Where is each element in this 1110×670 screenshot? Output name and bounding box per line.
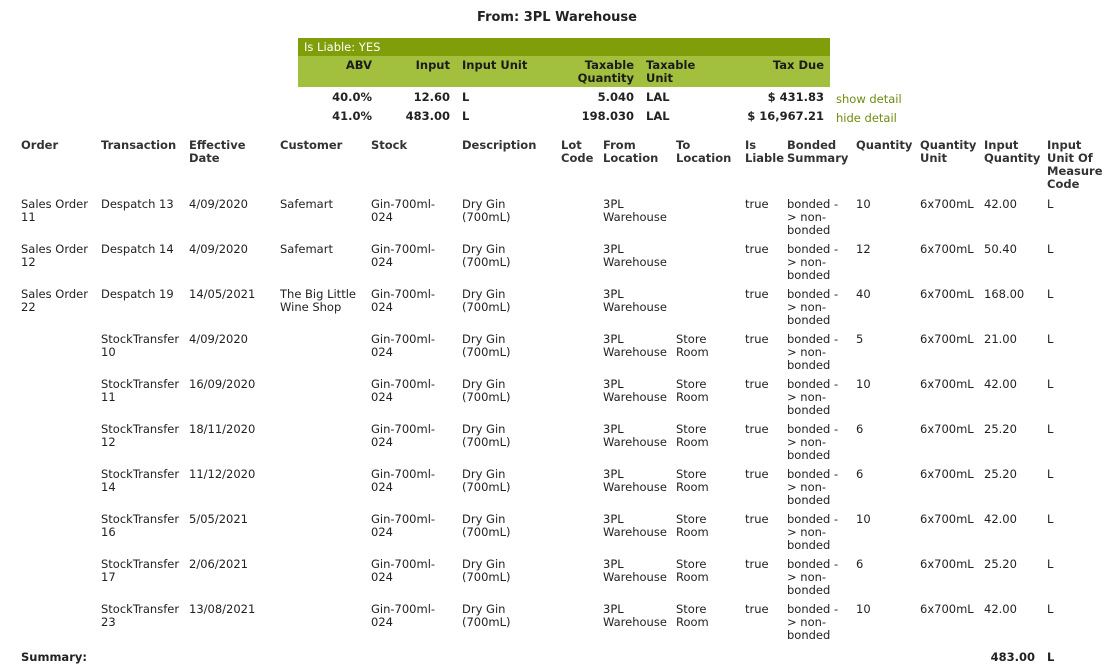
- to-location-link[interactable]: Store Room: [676, 377, 709, 404]
- quantity-unit-cell: 6x700mL: [920, 287, 974, 301]
- col-input: Input: [378, 56, 456, 87]
- quantity-unit-cell: 6x700mL: [920, 242, 974, 256]
- customer-link: [274, 333, 365, 378]
- input-unit-value: L: [462, 89, 470, 104]
- hide-detail-link[interactable]: hide detail: [836, 111, 897, 125]
- effective-date-cell: 5/05/2021: [189, 512, 248, 526]
- col-taxable-unit: Taxable Unit: [640, 56, 732, 87]
- quantity-unit-cell: 6x700mL: [920, 332, 974, 346]
- customer-link: [274, 468, 365, 513]
- description-cell: Dry Gin (700mL): [462, 287, 511, 314]
- quantity-unit-cell: 6x700mL: [920, 557, 974, 571]
- bonded-summary-cell: bonded -> non-bonded: [787, 422, 839, 462]
- quantity-cell: 5: [856, 332, 864, 346]
- from-location-link[interactable]: 3PL Warehouse: [603, 422, 667, 449]
- table-row: [15, 468, 1105, 513]
- to-location-link: [670, 198, 739, 243]
- summary-label: Summary:: [21, 650, 87, 664]
- lot-code-cell: [555, 243, 597, 288]
- transaction-link[interactable]: StockTransfer 17: [101, 557, 180, 584]
- to-location-link[interactable]: Store Room: [676, 332, 709, 359]
- stock-link[interactable]: Gin-700ml-024: [371, 512, 436, 539]
- table-row: [15, 333, 1105, 378]
- quantity-cell: 40: [856, 287, 871, 301]
- lot-code-cell: [555, 333, 597, 378]
- to-location-link[interactable]: Store Room: [676, 512, 709, 539]
- input-quantity-cell: 42.00: [984, 377, 1017, 391]
- show-detail-link[interactable]: show detail: [836, 92, 902, 106]
- order-link: [15, 423, 95, 468]
- input-quantity-cell: 168.00: [984, 287, 1025, 301]
- is-liable-cell: true: [745, 242, 769, 256]
- order-link: [15, 333, 95, 378]
- description-cell: Dry Gin (700mL): [462, 557, 511, 584]
- liability-header-row: [298, 38, 830, 56]
- taxable-quantity-value: 5.040: [597, 89, 634, 104]
- bonded-summary-cell: bonded -> non-bonded: [787, 287, 839, 327]
- effective-date-cell: 11/12/2020: [189, 467, 256, 481]
- quantity-unit-cell: 6x700mL: [920, 602, 974, 616]
- transaction-link[interactable]: StockTransfer 11: [101, 377, 180, 404]
- lot-code-cell: [555, 513, 597, 558]
- is-liable-cell: true: [745, 602, 769, 616]
- description-cell: Dry Gin (700mL): [462, 512, 511, 539]
- effective-date-cell: 13/08/2021: [189, 602, 256, 616]
- from-location-link[interactable]: 3PL Warehouse: [603, 602, 667, 629]
- quantity-cell: 10: [856, 602, 871, 616]
- abv-value: 40.0%: [332, 89, 372, 104]
- to-location-link[interactable]: Store Room: [676, 557, 709, 584]
- taxable-unit-value: LAL: [646, 108, 670, 123]
- col-tax-due: Tax Due: [732, 56, 830, 87]
- from-location-link[interactable]: 3PL Warehouse: [603, 377, 667, 404]
- is-liable-cell: true: [745, 557, 769, 571]
- bonded-summary-cell: bonded -> non-bonded: [787, 557, 839, 597]
- quantity-cell: 12: [856, 242, 871, 256]
- customer-link[interactable]: The Big Little Wine Shop: [280, 287, 356, 314]
- stock-link[interactable]: Gin-700ml-024: [371, 422, 436, 449]
- table-row: [15, 198, 1105, 243]
- input-quantity-cell: 42.00: [984, 197, 1017, 211]
- is-liable-cell: true: [745, 197, 769, 211]
- order-link[interactable]: Sales Order 22: [21, 287, 88, 314]
- table-row: [15, 558, 1105, 603]
- input-uom-cell: L: [1047, 242, 1054, 256]
- bonded-summary-cell: bonded -> non-bonded: [787, 242, 839, 282]
- input-quantity-cell: 25.20: [984, 557, 1017, 571]
- lot-code-cell: [555, 423, 597, 468]
- customer-link[interactable]: Safemart: [280, 197, 333, 211]
- stock-link[interactable]: Gin-700ml-024: [371, 377, 436, 404]
- input-quantity-cell: 42.00: [984, 512, 1017, 526]
- bonded-summary-cell: bonded -> non-bonded: [787, 467, 839, 507]
- effective-date-cell: 4/09/2020: [189, 197, 248, 211]
- input-quantity-cell: 25.20: [984, 422, 1017, 436]
- input-uom-cell: L: [1047, 197, 1054, 211]
- table-row: [15, 288, 1105, 333]
- col-input-quantity[interactable]: Input Quantity: [984, 138, 1041, 165]
- to-location-link[interactable]: Store Room: [676, 602, 709, 629]
- lot-code-cell: [555, 198, 597, 243]
- from-location-link[interactable]: 3PL Warehouse: [603, 512, 667, 539]
- col-description[interactable]: Description: [462, 138, 537, 152]
- quantity-cell: 6: [856, 557, 864, 571]
- from-location-link[interactable]: 3PL Warehouse: [603, 242, 667, 269]
- input-unit-value: L: [462, 108, 470, 123]
- taxable-quantity-value: 198.030: [581, 108, 634, 123]
- is-liable-cell: true: [745, 512, 769, 526]
- is-liable-cell: true: [745, 422, 769, 436]
- lot-code-cell: [555, 288, 597, 333]
- stock-link[interactable]: Gin-700ml-024: [371, 242, 436, 269]
- col-order[interactable]: Order: [21, 138, 59, 152]
- liability-row: [298, 87, 830, 106]
- col-input-uom[interactable]: Input Unit Of Measure Code: [1047, 138, 1103, 191]
- input-quantity-cell: 21.00: [984, 332, 1017, 346]
- input-uom-cell: L: [1047, 377, 1054, 391]
- transaction-link[interactable]: StockTransfer 16: [101, 512, 180, 539]
- is-liable-cell: true: [745, 467, 769, 481]
- order-link[interactable]: Sales Order 11: [21, 197, 88, 224]
- quantity-unit-cell: 6x700mL: [920, 377, 974, 391]
- col-to-location[interactable]: To Location: [676, 138, 732, 165]
- effective-date-cell: 18/11/2020: [189, 422, 256, 436]
- col-is-liable[interactable]: Is Liable: [745, 138, 785, 165]
- customer-link: [274, 513, 365, 558]
- description-cell: Dry Gin (700mL): [462, 602, 511, 629]
- stock-link[interactable]: Gin-700ml-024: [371, 197, 436, 224]
- quantity-cell: 6: [856, 422, 864, 436]
- input-quantity-cell: 42.00: [984, 602, 1017, 616]
- description-cell: Dry Gin (700mL): [462, 332, 511, 359]
- col-quantity[interactable]: Quantity: [856, 138, 913, 152]
- bonded-summary-cell: bonded -> non-bonded: [787, 377, 839, 417]
- col-quantity-unit[interactable]: Quantity Unit: [920, 138, 977, 165]
- summary-uom: L: [1047, 650, 1055, 664]
- quantity-cell: 10: [856, 197, 871, 211]
- effective-date-cell: 2/06/2021: [189, 557, 248, 571]
- col-bonded-summary[interactable]: Bonded Summary: [787, 138, 849, 165]
- customer-link[interactable]: Safemart: [280, 242, 333, 256]
- transaction-link[interactable]: StockTransfer 14: [101, 467, 180, 494]
- tax-due-value: $ 16,967.21: [747, 108, 824, 123]
- stock-link[interactable]: Gin-700ml-024: [371, 602, 436, 629]
- from-location-link[interactable]: 3PL Warehouse: [603, 557, 667, 584]
- is-liable-cell: true: [745, 332, 769, 346]
- is-liable-label: Is Liable: YES: [298, 38, 830, 56]
- customer-link: [274, 378, 365, 423]
- quantity-unit-cell: 6x700mL: [920, 467, 974, 481]
- bonded-summary-cell: bonded -> non-bonded: [787, 332, 839, 372]
- transaction-link[interactable]: Despatch 13: [101, 197, 174, 211]
- effective-date-cell: 4/09/2020: [189, 332, 248, 346]
- from-location-link[interactable]: 3PL Warehouse: [603, 287, 667, 314]
- order-link: [15, 513, 95, 558]
- effective-date-cell: 4/09/2020: [189, 242, 248, 256]
- page-title: From: 3PL Warehouse: [477, 10, 637, 25]
- col-customer[interactable]: Customer: [280, 138, 343, 152]
- bonded-summary-cell: bonded -> non-bonded: [787, 197, 839, 237]
- liability-summary-table: [298, 38, 830, 125]
- input-uom-cell: L: [1047, 332, 1054, 346]
- input-uom-cell: L: [1047, 422, 1054, 436]
- lot-code-cell: [555, 378, 597, 423]
- is-liable-cell: true: [745, 287, 769, 301]
- quantity-unit-cell: 6x700mL: [920, 512, 974, 526]
- input-quantity-cell: 50.40: [984, 242, 1017, 256]
- order-link: [15, 603, 95, 648]
- liability-row: [298, 106, 830, 125]
- transaction-link[interactable]: Despatch 19: [101, 287, 174, 301]
- col-input-unit: Input Unit: [456, 56, 538, 87]
- col-effective-date[interactable]: Effective Date: [189, 138, 246, 165]
- table-row: [15, 603, 1105, 648]
- transaction-link[interactable]: StockTransfer 10: [101, 332, 180, 359]
- customer-link: [274, 603, 365, 648]
- table-row: [15, 243, 1105, 288]
- liability-column-headers: [298, 56, 830, 87]
- table-header-row: [15, 136, 1105, 198]
- stock-link[interactable]: Gin-700ml-024: [371, 557, 436, 584]
- quantity-cell: 10: [856, 377, 871, 391]
- table-row: [15, 378, 1105, 423]
- input-value: 483.00: [405, 108, 450, 123]
- order-link[interactable]: Sales Order 12: [21, 242, 88, 269]
- description-cell: Dry Gin (700mL): [462, 422, 511, 449]
- quantity-cell: 10: [856, 512, 871, 526]
- order-link: [15, 468, 95, 513]
- bonded-summary-cell: bonded -> non-bonded: [787, 602, 839, 642]
- input-uom-cell: L: [1047, 467, 1054, 481]
- description-cell: Dry Gin (700mL): [462, 377, 511, 404]
- input-uom-cell: L: [1047, 557, 1054, 571]
- to-location-link[interactable]: Store Room: [676, 422, 709, 449]
- quantity-unit-cell: 6x700mL: [920, 197, 974, 211]
- customer-link: [274, 423, 365, 468]
- effective-date-cell: 16/09/2020: [189, 377, 256, 391]
- effective-date-cell: 14/05/2021: [189, 287, 256, 301]
- table-row: [15, 423, 1105, 468]
- input-uom-cell: L: [1047, 602, 1054, 616]
- lot-code-cell: [555, 603, 597, 648]
- col-abv: ABV: [298, 56, 378, 87]
- summary-row: [15, 648, 1105, 668]
- abv-value: 41.0%: [332, 108, 372, 123]
- order-link: [15, 378, 95, 423]
- bonded-summary-cell: bonded -> non-bonded: [787, 512, 839, 552]
- input-value: 12.60: [413, 89, 450, 104]
- to-location-link: [670, 288, 739, 333]
- col-transaction[interactable]: Transaction: [101, 138, 177, 152]
- lot-code-cell: [555, 558, 597, 603]
- transactions-table: [15, 136, 1105, 668]
- from-location-link[interactable]: 3PL Warehouse: [603, 467, 667, 494]
- col-taxable-quantity: Taxable Quantity: [538, 56, 640, 87]
- description-cell: Dry Gin (700mL): [462, 197, 511, 224]
- stock-link[interactable]: Gin-700ml-024: [371, 467, 436, 494]
- input-uom-cell: L: [1047, 512, 1054, 526]
- description-cell: Dry Gin (700mL): [462, 467, 511, 494]
- stock-link[interactable]: Gin-700ml-024: [371, 287, 436, 314]
- quantity-unit-cell: 6x700mL: [920, 422, 974, 436]
- quantity-cell: 6: [856, 467, 864, 481]
- stock-link[interactable]: Gin-700ml-024: [371, 332, 436, 359]
- from-location-link[interactable]: 3PL Warehouse: [603, 197, 667, 224]
- taxable-unit-value: LAL: [646, 89, 670, 104]
- transaction-link[interactable]: StockTransfer 23: [101, 602, 180, 629]
- transaction-link[interactable]: StockTransfer 12: [101, 422, 180, 449]
- description-cell: Dry Gin (700mL): [462, 242, 511, 269]
- summary-input-quantity: 483.00: [990, 650, 1035, 664]
- is-liable-cell: true: [745, 377, 769, 391]
- col-stock[interactable]: Stock: [371, 138, 408, 152]
- table-row: [15, 513, 1105, 558]
- to-location-link[interactable]: Store Room: [676, 467, 709, 494]
- col-from-location[interactable]: From Location: [603, 138, 659, 165]
- input-uom-cell: L: [1047, 287, 1054, 301]
- from-location-link[interactable]: 3PL Warehouse: [603, 332, 667, 359]
- to-location-link: [670, 243, 739, 288]
- lot-code-cell: [555, 468, 597, 513]
- col-lot-code[interactable]: Lot Code: [561, 138, 594, 165]
- order-link: [15, 558, 95, 603]
- transaction-link[interactable]: Despatch 14: [101, 242, 174, 256]
- customer-link: [274, 558, 365, 603]
- input-quantity-cell: 25.20: [984, 467, 1017, 481]
- tax-due-value: $ 431.83: [767, 89, 824, 104]
